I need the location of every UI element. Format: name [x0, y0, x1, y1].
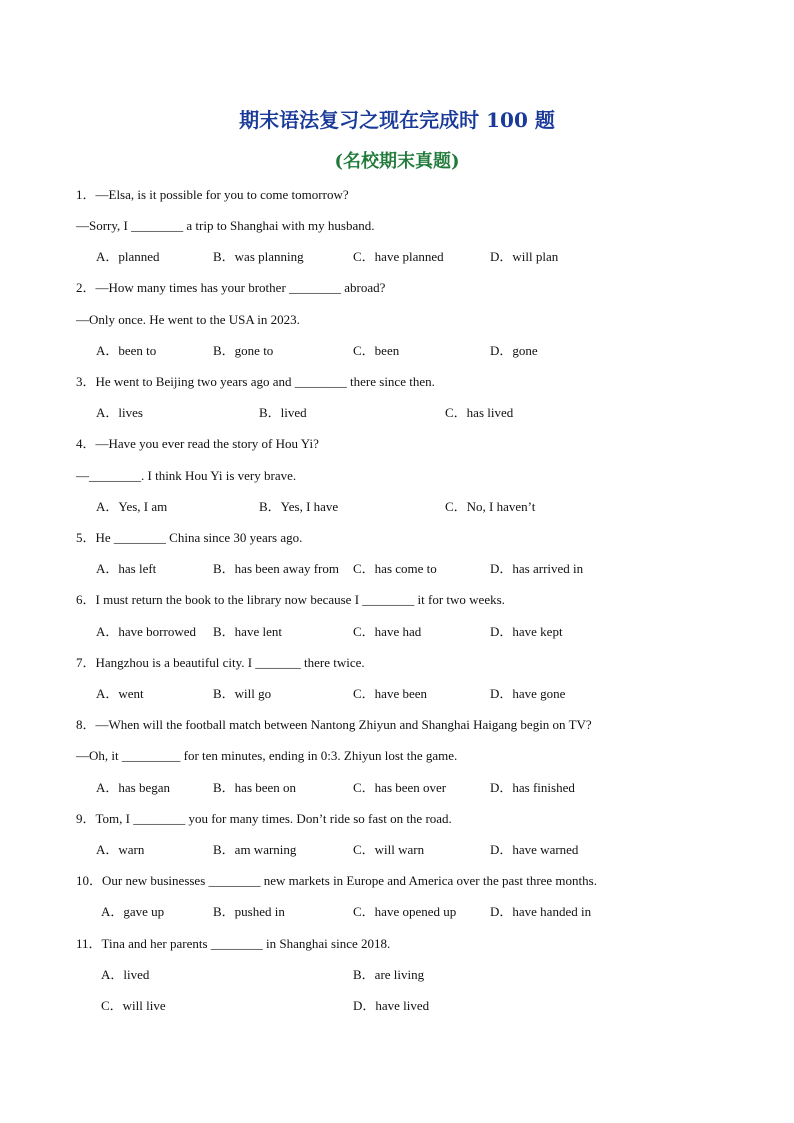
- question-1-option-d: D．will plan: [490, 249, 559, 264]
- question-9-option-d: D．have warned: [490, 842, 579, 857]
- question-1-line-2: —Sorry, I ________ a trip to Shanghai with my husband.: [76, 218, 375, 233]
- question-7-option-b: B．will go: [213, 686, 272, 701]
- question-11-option-a: A．lived: [101, 967, 150, 982]
- question-4-stem: 4．—Have you ever read the story of Hou Yi?: [76, 436, 319, 451]
- question-10-option-c: C．have opened up: [353, 904, 457, 919]
- question-2-line-2: —Only once. He went to the USA in 2023.: [76, 312, 300, 327]
- question-11-option-c: C．will live: [101, 998, 166, 1013]
- question-7-option-d: D．have gone: [490, 686, 566, 701]
- question-5-stem: 5．He ________ China since 30 years ago.: [76, 530, 303, 545]
- question-8-option-a: A．has began: [96, 780, 171, 795]
- question-9-option-b: B．am warning: [213, 842, 297, 857]
- question-10-stem: 10．Our new businesses ________ new markets in Europe and America over the past three months.: [76, 873, 597, 888]
- page-title: 期末语法复习之现在完成时 100 题: [239, 108, 555, 132]
- question-7-stem: 7．Hangzhou is a beautiful city. I _______ there twice.: [76, 655, 365, 670]
- question-5-option-a: A．has left: [96, 561, 157, 576]
- question-11-option-d: D．have lived: [353, 998, 430, 1013]
- question-10-option-b: B．pushed in: [213, 904, 285, 919]
- question-4-option-b: B．Yes, I have: [259, 499, 339, 514]
- question-6-stem: 6．I must return the book to the library now because I ________ it for two weeks.: [76, 592, 505, 607]
- question-7-option-c: C．have been: [353, 686, 428, 701]
- question-11-stem: 11．Tina and her parents ________ in Shanghai since 2018.: [76, 936, 391, 951]
- question-6-option-b: B．have lent: [213, 624, 282, 639]
- question-5-option-c: C．has come to: [353, 561, 437, 576]
- question-8-option-b: B．has been on: [213, 780, 297, 795]
- question-8-option-c: C．has been over: [353, 780, 447, 795]
- question-9-option-c: C．will warn: [353, 842, 425, 857]
- question-3-option-a: A．lives: [96, 405, 143, 420]
- page-subtitle: (名校期末真题): [334, 151, 460, 172]
- question-11-option-b: B．are living: [353, 967, 425, 982]
- question-9-option-a: A．warn: [96, 842, 145, 857]
- question-10-option-a: A．gave up: [101, 904, 165, 919]
- question-4-line-2: —________. I think Hou Yi is very brave.: [76, 468, 297, 483]
- question-8-option-d: D．has finished: [490, 780, 575, 795]
- question-3-option-c: C．has lived: [445, 405, 514, 420]
- question-4-option-c: C．No, I haven’t: [445, 499, 536, 514]
- question-1-option-c: C．have planned: [353, 249, 444, 264]
- question-10-option-d: D．have handed in: [490, 904, 592, 919]
- question-1-option-b: B．was planning: [213, 249, 304, 264]
- question-7-option-a: A．went: [96, 686, 144, 701]
- question-2-option-d: D．gone: [490, 343, 538, 358]
- question-3-stem: 3．He went to Beijing two years ago and ________ there since then.: [76, 374, 435, 389]
- question-8-stem: 8．—When will the football match between Nantong Zhiyun and Shanghai Haigang begin on TV?: [76, 717, 592, 732]
- question-2-option-c: C．been: [353, 343, 400, 358]
- question-3-option-b: B．lived: [259, 405, 307, 420]
- question-1-stem: 1．—Elsa, is it possible for you to come tomorrow?: [76, 187, 349, 202]
- question-9-stem: 9．Tom, I ________ you for many times. Don’t ride so fast on the road.: [76, 811, 452, 826]
- question-2-option-a: A．been to: [96, 343, 157, 358]
- question-5-option-b: B．has been away from: [213, 561, 339, 576]
- question-6-option-a: A．have borrowed: [96, 624, 196, 639]
- question-1-option-a: A．planned: [96, 249, 160, 264]
- question-8-line-2: —Oh, it _________ for ten minutes, ending in 0:3. Zhiyun lost the game.: [76, 748, 458, 763]
- question-5-option-d: D．has arrived in: [490, 561, 584, 576]
- question-2-stem: 2．—How many times has your brother ________ abroad?: [76, 280, 386, 295]
- question-6-option-d: D．have kept: [490, 624, 563, 639]
- question-6-option-c: C．have had: [353, 624, 422, 639]
- question-2-option-b: B．gone to: [213, 343, 274, 358]
- question-4-option-a: A．Yes, I am: [96, 499, 168, 514]
